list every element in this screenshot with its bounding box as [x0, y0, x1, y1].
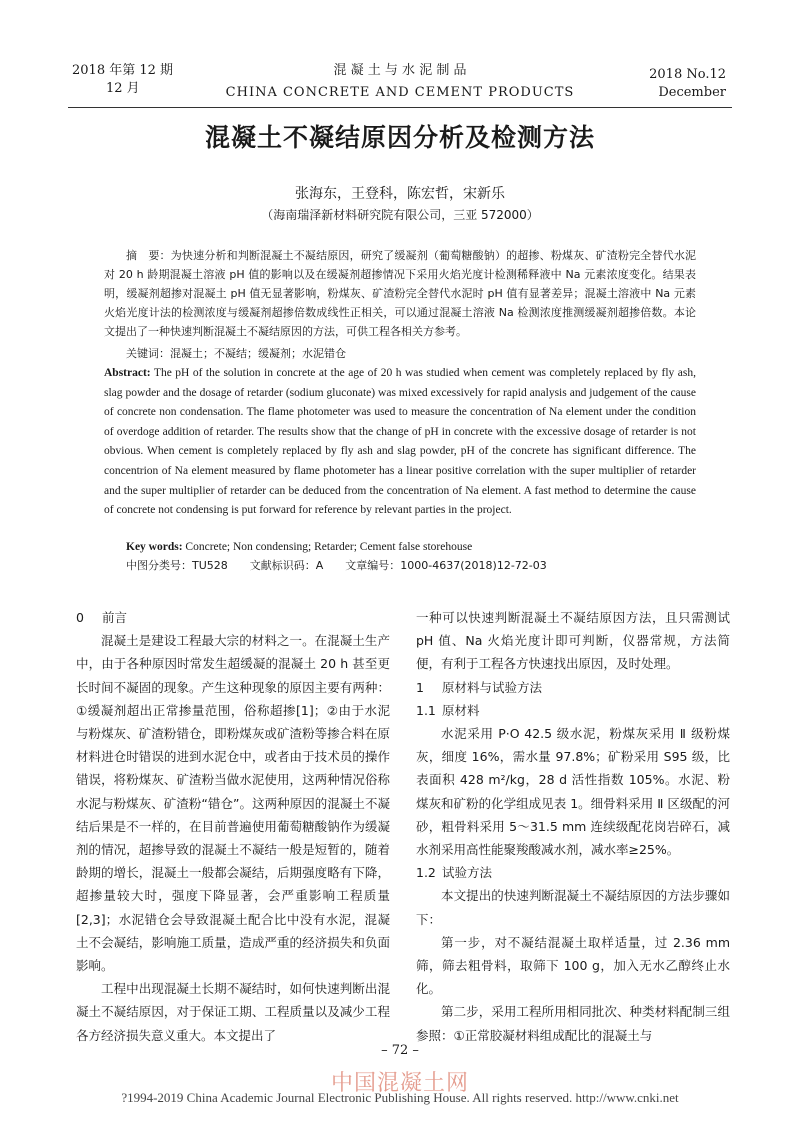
- keywords-cn-label: 关键词：: [126, 347, 170, 360]
- section-number: 1: [416, 679, 424, 695]
- abstract-cn: [104, 246, 696, 341]
- affiliation: （海南瑞泽新材料研究院有限公司，三亚 572000）: [261, 208, 539, 222]
- header-rule: [68, 107, 732, 108]
- paper-title: 混凝土不凝结原因分析及检测方法: [204, 123, 595, 152]
- keywords-en-label: Key words:: [126, 541, 183, 553]
- paragraph: 水泥采用 P·O 42.5 级水泥，粉煤灰采用 Ⅱ 级粉煤灰，细度 16%，需水量 97.8%；矿粉采用 S95 级，比表面积 428 m²/kg，28 d 活性指数 105%。水泥、粉煤灰和矿粉的化学组成见表 1。细骨料采用 Ⅱ 区级配的河砂，粗骨料采用 5～31.5 mm 连续级配花岗岩碎石，减水剂采用高性能聚羧酸减水剂，减水率≥25%。: [416, 726, 730, 858]
- keywords-en: [104, 538, 696, 557]
- paragraph: 第二步，采用工程所用相同批次、种类材料配制三组参照：①正常胶凝材料组成配比的混凝土与: [416, 1004, 730, 1043]
- abstract-en-label: Abstract:: [104, 367, 151, 379]
- abstract-cn-label: 摘 要：: [126, 249, 171, 262]
- copyright-footer: ?1994-2019 China Academic Journal Electronic Publishing House. All rights reserved. http://www.cnki.net: [121, 1090, 679, 1105]
- section-number: 1.1: [416, 702, 436, 718]
- section-title: 原材料: [442, 702, 480, 718]
- watermark: 中国混凝土网: [330, 1071, 469, 1096]
- paragraph: 第一步，对不凝结混凝土取样适量，过 2.36 mm 筛，筛去粗骨料，取筛下 100 g，加入无水乙醇终止水化。: [416, 934, 730, 997]
- authors: 张海东，王登科，陈宏哲，宋新乐: [295, 186, 505, 202]
- header-year-issue: 2018 年第 12 期: [72, 63, 174, 78]
- header-year-no: 2018 No.12: [649, 67, 726, 82]
- right-column: [416, 606, 730, 1047]
- left-column: [76, 606, 390, 1047]
- abstract-cn-text: 为快速分析和判断混凝土不凝结原因，研究了缓凝剂（葡萄糖酸钠）的超掺、粉煤灰、矿渣粉完全替代水泥对 20 h 龄期混凝土溶液 pH 值的影响以及在缓凝剂超掺情况下采用火焰光度计检测稀释液中 Na 元素浓度变化。结果表明，缓凝剂超掺对混凝土 pH 值无显著影响，粉煤灰、矿渣粉完全替代水泥时 pH 值有显著差异；混凝土溶液中 Na 元素火焰光度计法的检测浓度与缓凝剂超掺倍数成线性正相关，可以通过混凝土溶液 Na 检测浓度推测缓凝剂超掺倍数。本论文提出了一种快速判断混凝土不凝结原因的方法，可供工程各相关方参考。: [104, 249, 697, 338]
- section-title: 试验方法: [442, 865, 493, 881]
- paragraph: 一种可以快速判断混凝土不凝结原因方法，且只需测试 pH 值、Na 火焰光度计即可判断，仪器常规，方法简便，有利于工程各方快速找出原因，及时处理。: [416, 610, 730, 672]
- header-month-en: December: [658, 85, 726, 100]
- section-title: 前言: [102, 610, 128, 625]
- paragraph: 混凝土是建设工程最大宗的材料之一。在混凝土生产中，由于各种原因时常发生超缓凝的混凝土 20 h 甚至更长时间不凝固的现象。产生这种现象的原因主要有两种：①缓凝剂超出正常掺量范围，俗称超掺[1]；②由于水泥与粉煤灰、矿渣粉错仓，即粉煤灰或矿渣粉等掺合料在原材料进仓时错误的进到水泥仓中，或者由于技术员的操作错误，将粉煤灰、矿渣粉当做水泥使用，这两种情况俗称水泥与粉煤灰、矿渣粉“错仓”。这两种原因的混凝土不凝结后果是不一样的，在目前普遍使用葡萄糖酸钠作为缓凝剂的情况，超掺导致的混凝土不凝结一般是短暂的，随着龄期的增长，混凝土一般都会凝结，后期强度略有下降，超掺量较大时，强度下降显著，会严重影响工程质量[2,3]；水泥错仓会导致混凝土配合比中没有水泥，混凝土不会凝结，影响施工质量，造成严重的经济损失和负面影响。: [76, 633, 390, 974]
- paragraph: 工程中出现混凝土长期不凝结时，如何快速判断出混凝土不凝结原因，对于保证工期、工程质量以及减少工程各方经济损失意义重大。本文提出了: [76, 981, 390, 1043]
- header-month: 12 月: [106, 81, 140, 96]
- paragraph: 本文提出的快速判断混凝土不凝结原因的方法步骤如下：: [416, 888, 730, 927]
- abstract-en: [104, 364, 696, 521]
- keywords-cn: [104, 344, 696, 363]
- subsection-heading-materials: [416, 699, 730, 722]
- section-number: 0: [76, 610, 84, 625]
- page-number: – 72 –: [381, 1043, 419, 1058]
- journal-name-cn: 混 凝 土 与 水 泥 制 品: [333, 63, 467, 78]
- section-heading-materials-methods: [416, 676, 730, 699]
- section-number: 1.2: [416, 865, 436, 881]
- keywords-en-text: Concrete; Non condensing; Retarder; Cement false storehouse: [185, 541, 473, 553]
- abstract-en-text: The pH of the solution in concrete at the age of 20 h was studied when cement was completely replaced by fly ash, slag powder and the dosage of retarder (sodium gluconate) was mixed excessively for rapid analysis and judgement of the cause of concrete non condensation. The flame photometer was used to measure the concentration of Na element under the condition of overdoge addition of retarder. The results show that the change of pH in concrete with the excessive dosage of retarder is not obvious. When cement is completely replaced by fly ash and slag powder, pH of the concrete has significant difference. The concentrion of Na element measured by flame photometer has a linear positive correlation with the super multiplier of retarder and the super multiplier of retarder can be deduced from the concentration of Na element. A fast method to determine the cause of concrete not condensing is put forward for reference by relevant parties in the project.: [104, 367, 697, 517]
- keywords-cn-text: 混凝土；不凝结；缓凝剂；水泥错仓: [170, 347, 346, 360]
- header-issue-en: [649, 66, 726, 102]
- section-title: 原材料与试验方法: [442, 679, 543, 695]
- section-heading-intro: [76, 606, 390, 629]
- subsection-heading-methods: [416, 861, 730, 884]
- classification-line: 中图分类号：TU528 文献标识码：A 文章编号：1000-4637(2018)12-72-03: [126, 559, 547, 572]
- journal-name-en: CHINA CONCRETE AND CEMENT PRODUCTS: [225, 85, 575, 100]
